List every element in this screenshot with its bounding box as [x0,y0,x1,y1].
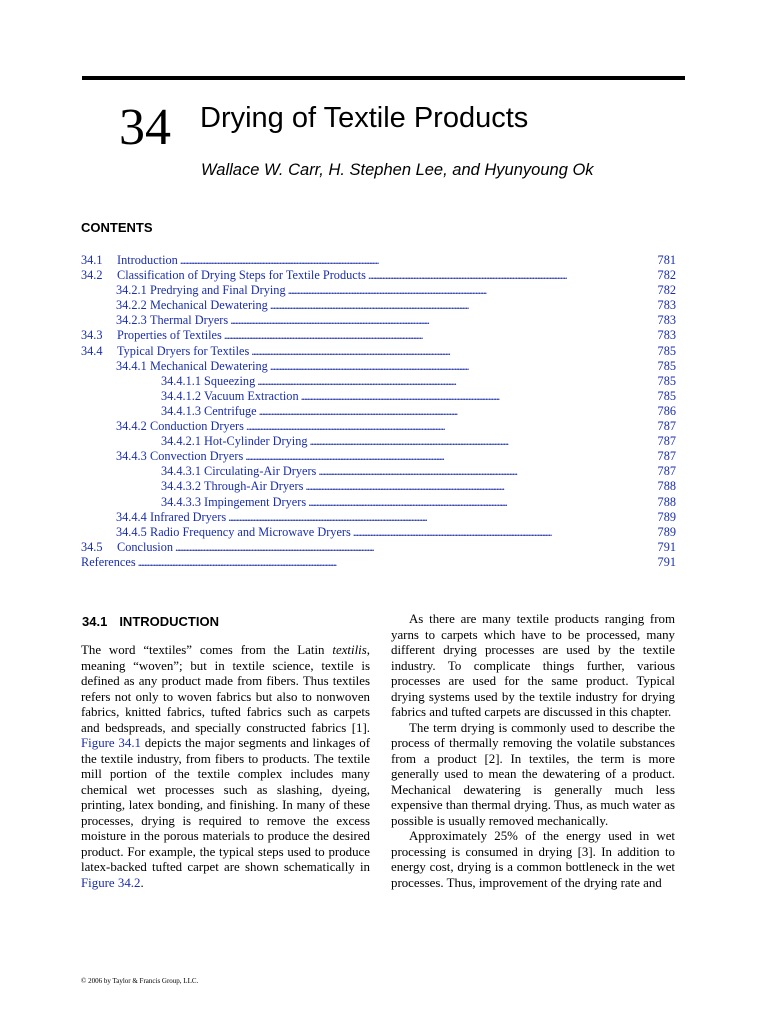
toc-title: Mechanical Dewatering [150,298,268,313]
toc-entry[interactable] [81,389,676,404]
toc-title: Classification of Drying Steps for Textile Products [117,268,366,283]
toc-title: Convection Dryers [150,449,244,464]
toc-entry[interactable] [81,253,676,268]
toc-leader-dots [353,525,656,540]
toc-page: 789 [657,524,676,539]
toc-title: Circulating-Air Dryers [204,464,317,479]
paragraph: As there are many textile products ranging from yarns to carpets which have to be processed, many different drying processes are used by the textile industry. To complicate things further, various processes are used for the same product. Typical drying systems used by the textile industry for drying fabrics and tufted carpets are discussed in this chapter. [391,612,675,719]
toc-leader-dots [305,479,655,494]
toc-number: 34.4.1 [116,358,147,373]
toc-title: Centrifuge [204,403,257,418]
top-rule [82,76,685,80]
toc-leader-dots [270,298,656,313]
toc-page: 787 [657,449,676,464]
toc-page: 785 [657,343,676,358]
toc-leader-dots [310,434,656,449]
toc-page: 782 [657,268,676,283]
toc-entry[interactable] [81,359,676,374]
toc-number: 34.1 [81,253,103,267]
contents-heading: CONTENTS [81,220,153,235]
toc-title: Properties of Textiles [117,328,222,343]
toc-title: Predrying and Final Drying [150,283,286,298]
right-column [391,612,675,891]
toc-entry[interactable] [81,434,676,449]
intro-paragraph [81,643,370,891]
toc-number: 34.4.4 [116,509,147,524]
chapter-authors: Wallace W. Carr, H. Stephen Lee, and Hyunyoung Ok [201,161,594,179]
toc-leader-dots [251,344,655,359]
toc-title: Conduction Dryers [150,419,244,434]
toc-leader-dots [270,359,656,374]
toc-page: 785 [657,373,676,388]
toc-leader-dots [318,464,655,479]
toc-page: 783 [657,298,676,313]
toc-page: 783 [657,328,676,343]
toc-number: 34.5 [81,539,103,554]
toc-leader-dots [180,253,656,268]
toc-page: 791 [657,554,676,569]
toc-leader-dots [246,419,656,434]
toc-page: 791 [657,539,676,554]
text-run: The word “textiles” comes from the Latin [81,643,333,657]
latin-term: textilis [332,643,367,657]
toc-leader-dots [228,510,655,525]
toc-entry[interactable] [81,555,676,570]
toc-entry[interactable] [81,344,676,359]
toc-entry[interactable] [81,495,676,510]
toc-entry[interactable] [81,449,676,464]
toc-title: Squeezing [204,373,256,388]
toc-leader-dots [245,449,655,464]
toc-number: 34.4.2 [116,419,147,434]
toc-leader-dots [259,404,656,419]
toc-entry[interactable] [81,404,676,419]
chapter-title: Drying of Textile Products [200,102,529,134]
toc-number: 34.2.1 [116,283,147,298]
toc-entry[interactable] [81,510,676,525]
toc-page: 789 [657,509,676,524]
table-of-contents [81,253,676,570]
toc-entry[interactable] [81,525,676,540]
toc-title: Radio Frequency and Microwave Dryers [150,524,351,539]
toc-title: Impingement Dryers [204,494,307,509]
toc-entry[interactable] [81,419,676,434]
toc-number: 34.4.1.3 [161,403,201,418]
figure-34-1-link[interactable]: Figure 34.1 [81,736,141,750]
toc-title: References [81,554,136,569]
copyright-footer: © 2006 by Taylor & Francis Group, LLC. [81,977,199,985]
toc-title: Introduction [117,253,178,267]
paragraph: Approximately 25% of the energy used in wet processing is consumed in drying [3]. In addition to energy cost, drying is a common bottleneck in the wet processes. Thus, improvement of the drying rate and [391,829,675,890]
toc-page: 786 [657,403,676,418]
toc-number: 34.2 [81,268,103,283]
chapter-number: 34 [119,99,171,156]
toc-entry[interactable] [81,298,676,313]
toc-leader-dots [368,268,656,283]
toc-title: Thermal Dryers [150,313,229,328]
section-title: INTRODUCTION [119,614,219,629]
toc-leader-dots [230,313,655,328]
toc-entry[interactable] [81,268,676,283]
toc-number: 34.4.5 [116,524,147,539]
toc-entry[interactable] [81,313,676,328]
toc-number: 34.2.2 [116,298,147,313]
toc-page: 787 [657,434,676,449]
toc-entry[interactable] [81,479,676,494]
toc-page: 785 [657,358,676,373]
toc-page: 783 [657,313,676,328]
toc-title: Conclusion [117,539,174,554]
toc-page: 781 [657,253,676,267]
toc-page: 785 [657,388,676,403]
toc-number: 34.4.1.2 [161,388,201,403]
toc-number: 34.4.2.1 [161,434,201,449]
toc-number: 34.4.1.1 [161,373,201,388]
text-run: , meaning “woven”; but in textile science, textile is defined as any product made from fibers. Thus textiles refers not only to woven fabrics but also to nonwoven fabrics, knitted fabrics, tufted fabrics such as carpets and bedspreads, and specially constructed fabrics [1]. [81,643,370,735]
toc-number: 34.4.3.3 [161,494,201,509]
text-run: . [140,875,144,890]
toc-number: 34.4 [81,343,103,358]
figure-34-2-link[interactable]: Figure 34.2 [81,875,141,890]
section-number: 34.1 [82,614,108,629]
paragraph: The term drying is commonly used to describe the process of thermally removing the volatile substances from a product [2]. In textiles, the term is more generally used to mean the dewatering of a product. Mechanical dewatering is generally much less expensive than thermal drying. Thus, as much water as possible is usually removed mechanically. [391,720,675,828]
toc-page: 788 [657,479,676,494]
toc-entry[interactable] [81,328,676,343]
toc-leader-dots [138,555,656,570]
toc-leader-dots [301,389,656,404]
toc-page: 782 [657,283,676,298]
toc-number: 34.2.3 [116,313,147,328]
toc-leader-dots [308,495,655,510]
toc-title: Hot-Cylinder Drying [204,434,308,449]
toc-number: 34.4.3.1 [161,464,201,479]
toc-entry[interactable] [81,283,676,298]
toc-leader-dots [257,374,655,389]
toc-entry[interactable] [81,540,676,555]
toc-leader-dots [175,540,656,555]
toc-entry[interactable] [81,464,676,479]
toc-title: Mechanical Dewatering [150,358,268,373]
toc-entry[interactable] [81,374,676,389]
toc-leader-dots [224,328,656,343]
toc-page: 787 [657,419,676,434]
toc-number: 34.4.3 [116,449,147,464]
section-heading [82,614,219,629]
toc-number: 34.4.3.2 [161,479,201,494]
toc-title: Infrared Dryers [150,509,227,524]
text-run: depicts the major segments and linkages of the textile industry, from fibers to products. The textile mill portion of the textile complex includes many chemical wet processes such as slashing, dyeing, printing, latex bonding, and finishing. In many of these processes, drying is required to remove the excess moisture in the porous materials to produce the desired product. For example, the typical steps used to produce latex-backed tufted carpet are shown schematically in [81,736,371,874]
toc-number: 34.3 [81,328,103,343]
toc-title: Through-Air Dryers [204,479,304,494]
toc-page: 787 [657,464,676,479]
toc-title: Typical Dryers for Textiles [117,343,250,358]
toc-page: 788 [657,494,676,509]
toc-title: Vacuum Extraction [204,388,299,403]
left-column [81,643,370,891]
toc-leader-dots [288,283,656,298]
